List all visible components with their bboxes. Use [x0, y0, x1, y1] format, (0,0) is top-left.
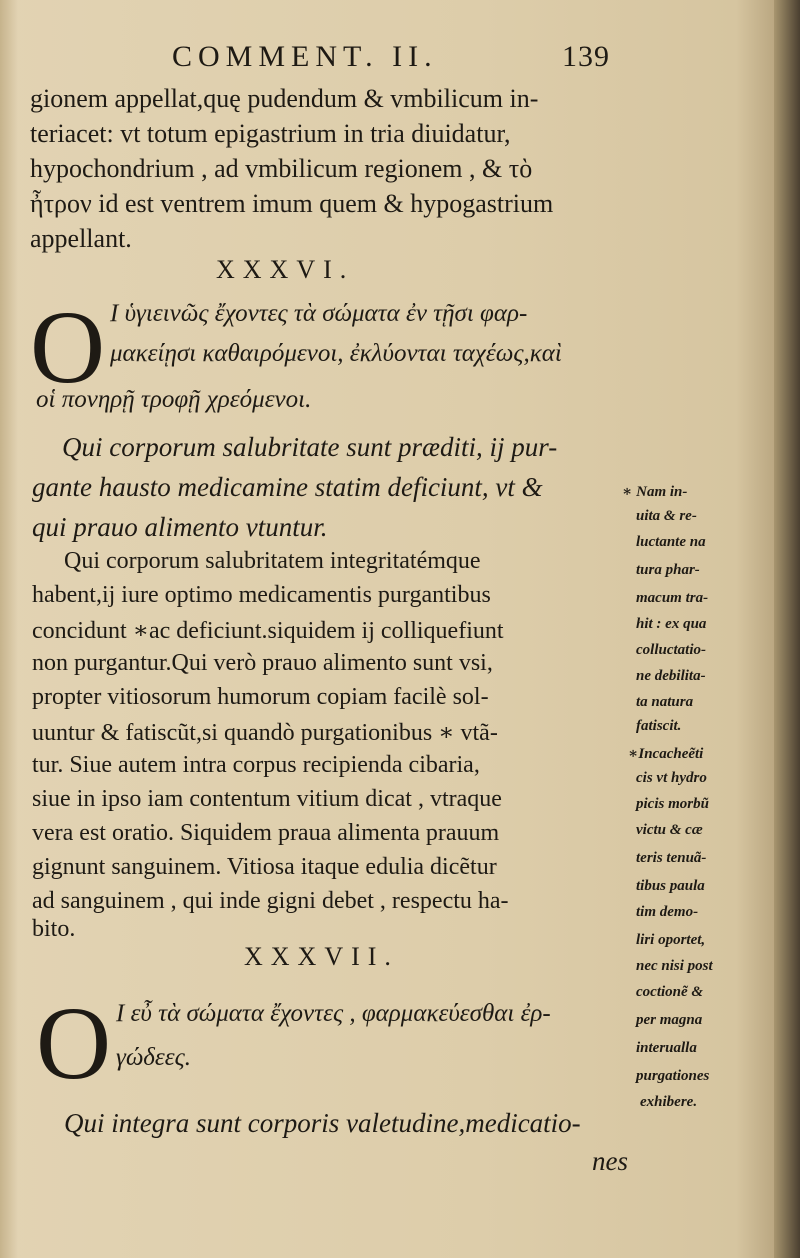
margin-note: luctante na: [636, 534, 706, 550]
page-number: 139: [562, 40, 610, 73]
commentary-line: tur. Siue autem intra corpus recipienda cibaria,: [32, 752, 480, 778]
commentary-line: uuntur & fatiscũt,si quandò purgationibus ∗ vtã-: [32, 720, 498, 746]
commentary-line: non purgantur.Qui verò prauo alimento sunt vsi,: [32, 650, 493, 676]
drop-cap: O: [30, 290, 106, 405]
commentary-line: Qui corporum salubritatem integritatémque: [64, 548, 481, 574]
commentary-line: vera est oratio. Siquidem praua alimenta prauum: [32, 820, 500, 846]
margin-note: colluctatio-: [636, 642, 706, 658]
margin-note: teris tenuã-: [636, 850, 707, 866]
margin-note: hit : ex qua: [636, 616, 707, 632]
margin-note: tura phar-: [636, 562, 700, 578]
margin-note: fatiscit.: [636, 718, 682, 734]
margin-note: exhibere.: [640, 1094, 698, 1110]
running-title: COMMENT. II.: [172, 40, 438, 73]
text-line: hypochondrium , ad vmbilicum regionem , & τὸ: [30, 154, 533, 183]
commentary-line: bito.: [32, 916, 76, 942]
margin-note: ∗ Nam in-: [622, 484, 688, 500]
margin-note: macum tra-: [636, 590, 709, 606]
page-left-edge: [0, 0, 18, 1258]
margin-note: cis vt hydro: [636, 770, 707, 786]
margin-note: purgationes: [636, 1068, 710, 1084]
greek-line: οἱ πονηρῇ τροφῇ χρεόμενοι.: [36, 386, 312, 413]
margin-note: tibus paula: [636, 878, 705, 894]
commentary-line: gignunt sanguinem. Vitiosa itaque edulia dicẽtur: [32, 854, 497, 880]
greek-line: μακείῃσι καθαιρόμενοι, ἐκλύονται ταχέως,καὶ: [110, 340, 562, 367]
section-number: XXXVII.: [244, 942, 399, 971]
commentary-line: propter vitiosorum humorum copiam facilè sol-: [32, 684, 489, 710]
commentary-line: habent,ij iure optimo medicamentis purgantibus: [32, 582, 491, 608]
text-line: appellant.: [30, 224, 132, 253]
latin-title-line: nes: [592, 1146, 628, 1176]
margin-note: interualla: [636, 1040, 697, 1056]
text-line: gionem appellat,quę pudendum & vmbilicum in-: [30, 84, 539, 113]
drop-cap: O: [36, 986, 112, 1101]
margin-note: uita & re-: [636, 508, 697, 524]
latin-title-line: Qui corporum salubritate sunt præditi, ij pur-: [62, 432, 558, 462]
commentary-line: ad sanguinem , qui inde gigni debet , respectu ha-: [32, 888, 509, 914]
book-gutter-shadow: [774, 0, 800, 1258]
text-line: ἦτρον id est ventrem imum quem & hypogastrium: [30, 189, 554, 218]
text-line: teriacet: vt totum epigastrium in tria diuidatur,: [30, 119, 511, 148]
greek-line: Ι ὑγιεινῶς ἔχοντες τὰ σώματα ἐν τῇσι φαρ-: [110, 300, 528, 327]
commentary-line: siue in ipso iam contentum vitium dicat , vtraque: [32, 786, 502, 812]
commentary-line: concidunt ∗ac deficiunt.siquidem ij colliquefiunt: [32, 618, 504, 644]
margin-note: per magna: [636, 1012, 703, 1028]
section-number: XXXVI.: [216, 255, 355, 284]
margin-note: nec nisi post: [636, 958, 713, 974]
margin-note: ∗Incacheẽti: [628, 746, 704, 762]
margin-note: coctionẽ &: [636, 984, 704, 1000]
margin-note: ta natura: [636, 694, 694, 710]
greek-line: Ι εὖ τὰ σώματα ἔχοντες , φαρμακεύεσθαι ἐρ-: [116, 1000, 551, 1027]
latin-title-line: Qui integra sunt corporis valetudine,medicatio-: [64, 1108, 581, 1138]
latin-title-line: qui prauo alimento vtuntur.: [32, 512, 328, 542]
greek-line: γώδεες.: [116, 1044, 192, 1071]
margin-note: liri oportet,: [636, 932, 706, 948]
margin-note: picis morbũ: [636, 796, 709, 812]
margin-note: ne debilita-: [636, 668, 706, 684]
latin-title-line: gante hausto medicamine statim deficiunt, vt &: [32, 472, 543, 502]
margin-note: victu & cæ: [636, 822, 703, 838]
margin-note: tim demo-: [636, 904, 699, 920]
